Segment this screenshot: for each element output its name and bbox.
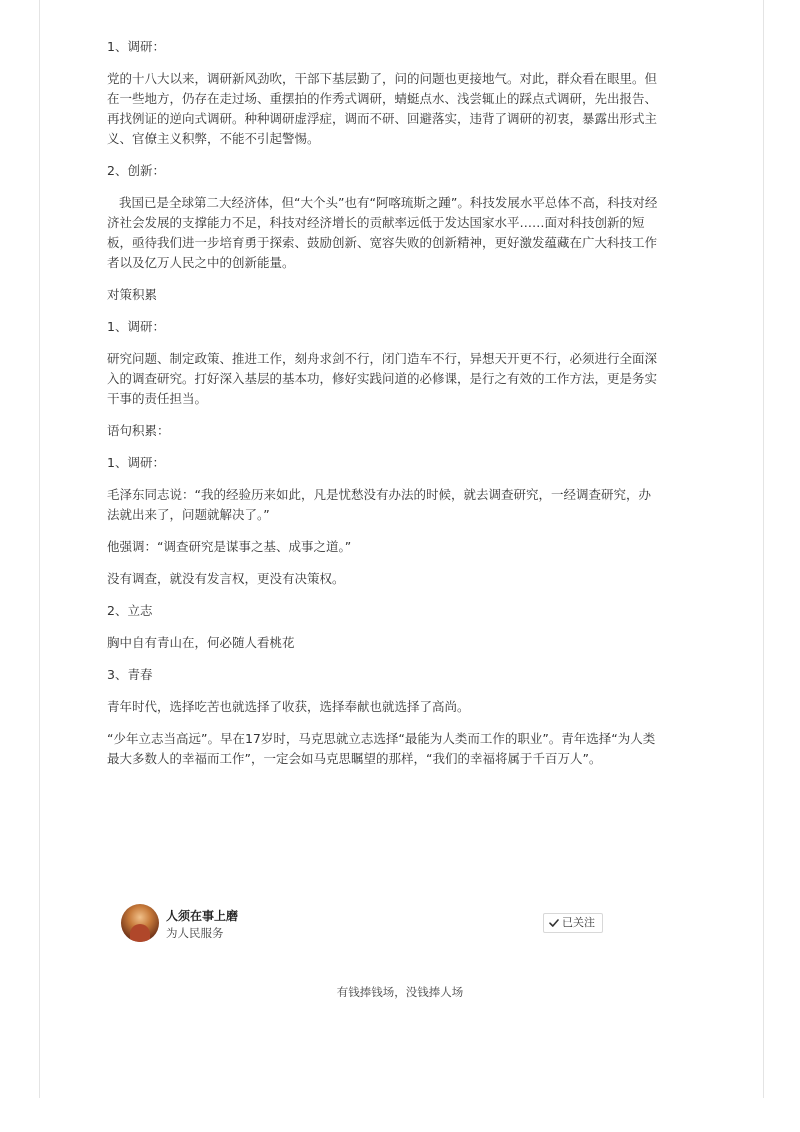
article-paragraph: 我国已是全球第二大经济体，但“大个头”也有“阿喀琉斯之踵”。科技发展水平总体不高，科技对经济社会发展的支撑能力不足，科技对经济增长的贡献率远低于发达国家水平……面对科技创新的短板，亟待我们进一步培育勇于探索、鼓励创新、宽容失败的创新精神，更好激发蕴藏在广大科技工作者以及亿万人民之中的创新能量。 [107, 195, 658, 270]
article-paragraph: 毛泽东同志说：“我的经验历来如此，凡是忧愁没有办法的时候，就去调查研究，一经调查研究，办法就出来了，问题就解决了。” [107, 487, 651, 522]
article-paragraph: 胸中自有青山在，何必随人看桃花 [107, 635, 295, 650]
article-paragraph: 2、立志 [107, 603, 153, 618]
author-name[interactable]: 人须在事上磨 [166, 909, 239, 923]
article-paragraph: 1、调研： [107, 319, 165, 334]
article-paragraph: “少年立志当高远”。早在17岁时，马克思就立志选择“最能为人类而工作的职业”。青年选择“为人类最大多数人的幸福而工作”，一定会如马克思瞩望的那样，“我们的幸福将属于千百万人”。 [107, 731, 656, 766]
article-paragraph: 没有调查，就没有发言权，更没有决策权。 [107, 571, 345, 586]
article-paragraph: 对策积累 [107, 287, 158, 302]
article-paragraph: 1、调研： [107, 455, 165, 470]
author-card [121, 903, 603, 943]
follow-button[interactable] [543, 913, 603, 933]
article-paragraph: 3、青春 [107, 667, 153, 682]
article-paragraph: 语句积累： [107, 423, 170, 438]
footer-note: 有钱捧钱场，没钱捧人场 [336, 985, 464, 999]
article-paragraph: 他强调：“调查研究是谋事之基、成事之道。” [107, 539, 352, 554]
article-paragraph: 党的十八大以来，调研新风劲吹，干部下基层勤了，问的问题也更接地气。对此，群众看在眼里。但在一些地方，仍存在走过场、重摆拍的作秀式调研，蜻蜓点水、浅尝辄止的踩点式调研，先出报告、再找例证的逆向式调研。种种调研虚浮症，调而不研、回避落实，违背了调研的初衷，暴露出形式主义、官僚主义积弊，不能不引起警惕。 [107, 71, 658, 146]
article-paragraph: 研究问题、制定政策、推进工作，刻舟求剑不行，闭门造车不行，异想天开更不行，必须进行全面深入的调查研究。打好深入基层的基本功，修好实践问道的必修课，是行之有效的工作方法，更是务实干事的责任担当。 [107, 351, 658, 406]
article-paragraph: 青年时代，选择吃苦也就选择了收获，选择奉献也就选择了高尚。 [107, 699, 470, 714]
follow-button-label: 已关注 [562, 916, 595, 929]
author-description: 为人民服务 [166, 926, 224, 940]
article-body [107, 37, 659, 781]
article-paragraph: 1、调研： [107, 39, 165, 54]
check-icon [549, 918, 559, 928]
avatar[interactable] [121, 904, 159, 942]
article-paragraph: 2、创新： [107, 163, 165, 178]
